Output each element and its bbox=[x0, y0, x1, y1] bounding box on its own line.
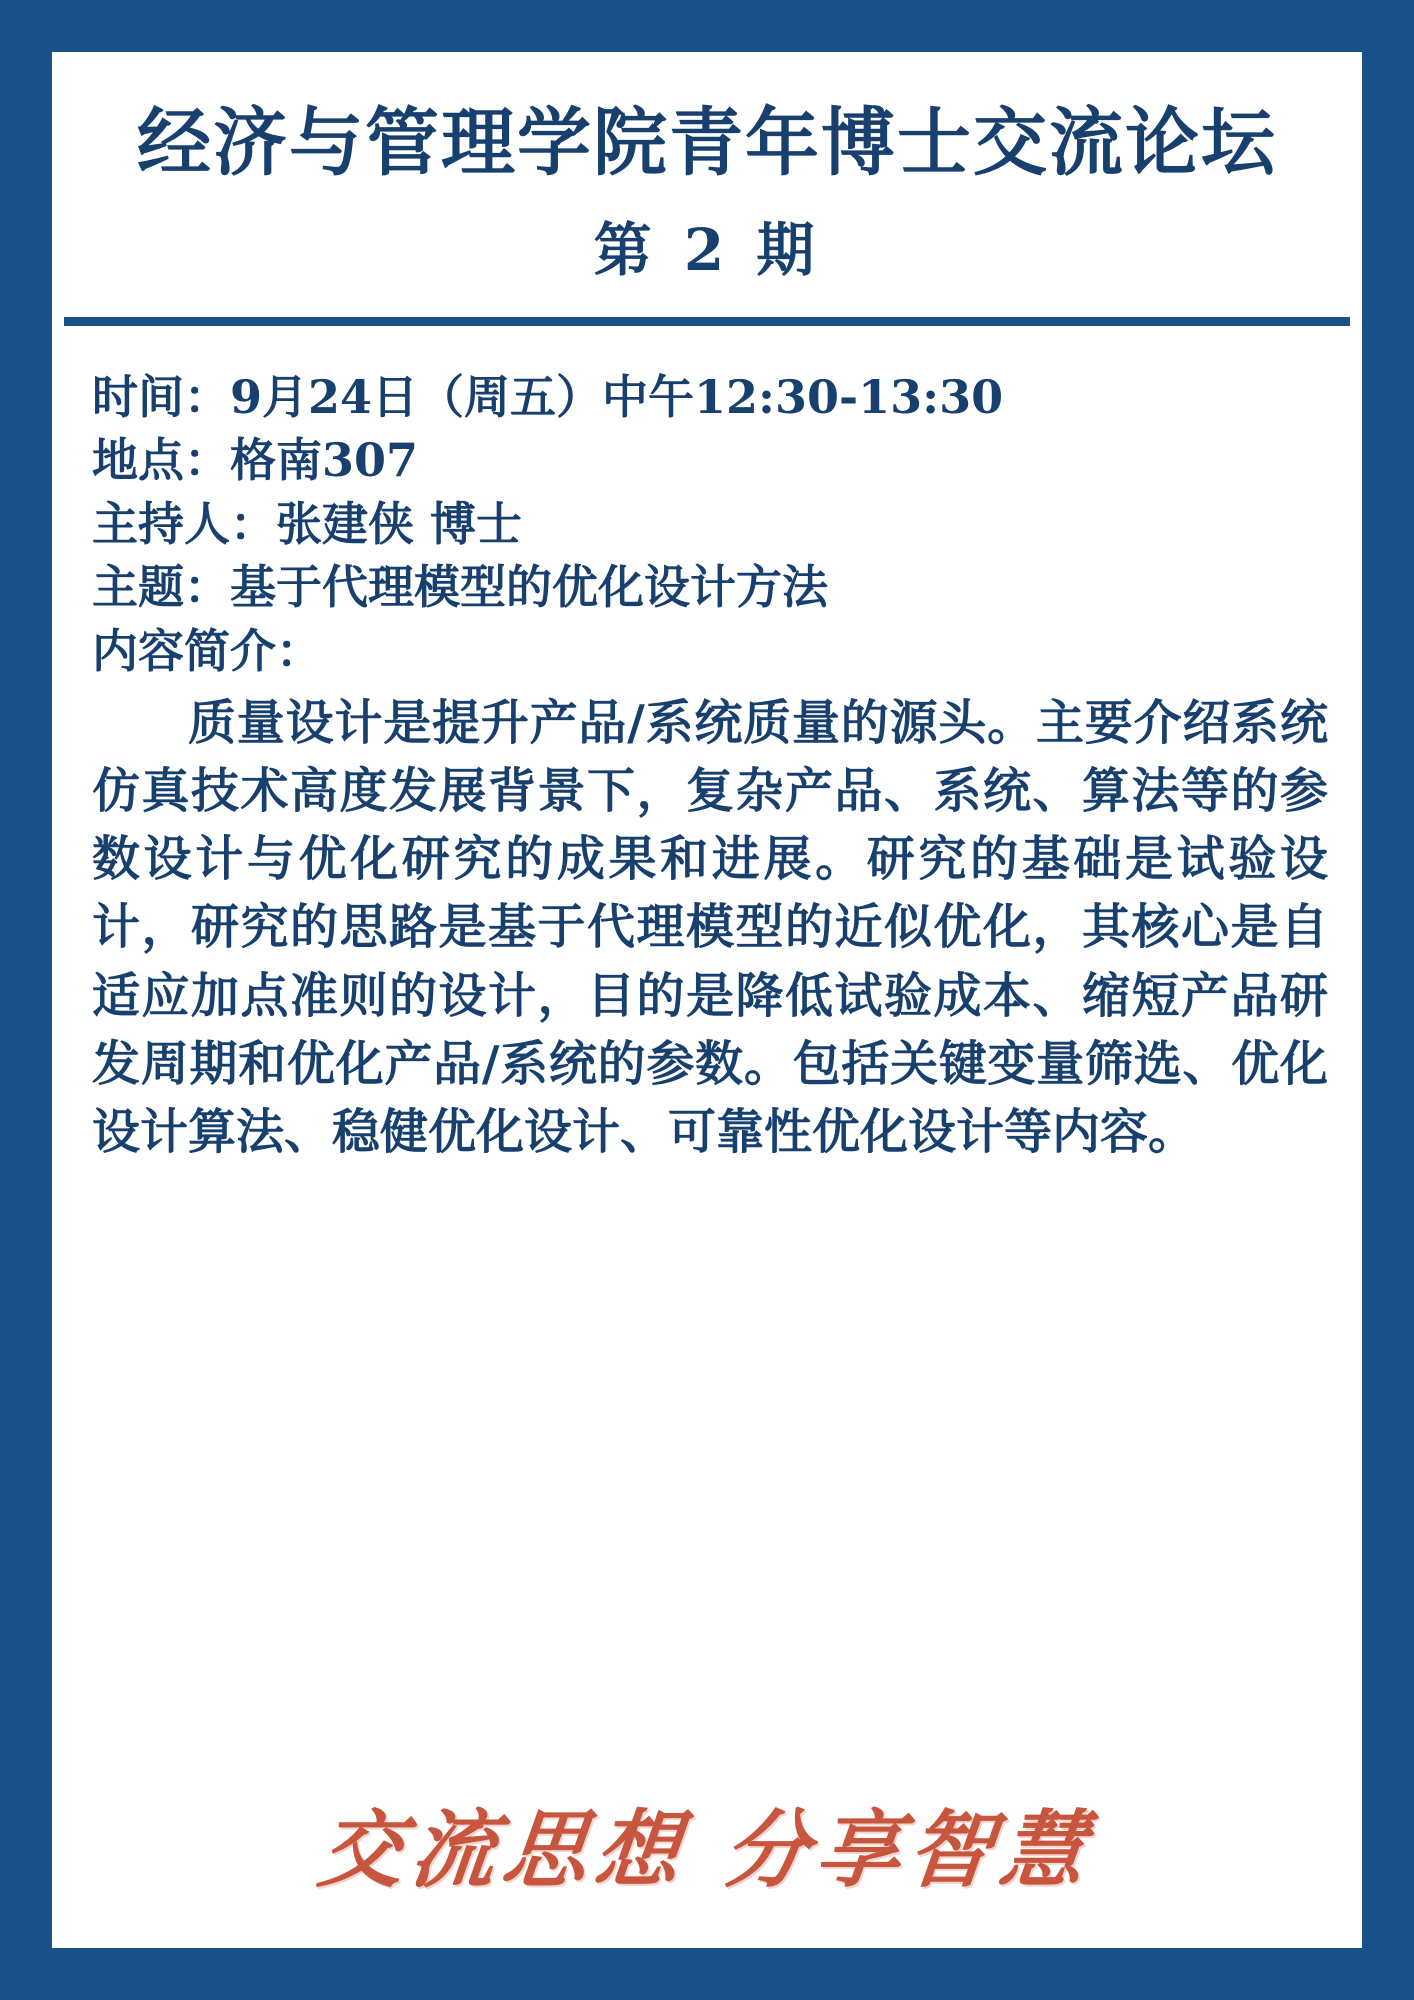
event-topic: 主题：基于代理模型的优化设计方法 bbox=[92, 560, 828, 615]
poster-inner-panel bbox=[52, 52, 1362, 1948]
poster-header bbox=[64, 66, 1350, 326]
poster-body bbox=[52, 326, 1362, 1773]
intro-label: 内容简介： bbox=[92, 623, 322, 678]
poster-footer bbox=[52, 1773, 1362, 1948]
issue-number: 第 2 期 bbox=[593, 215, 821, 284]
intro-text: 质量设计是提升产品/系统质量的源头。主要介绍系统仿真技术高度发展背景下，复杂产品、系统、算法等的参数设计与优化研究的成果和进展。研究的基础是试验设计，研究的思路是基于代理模型的近似优化，其核心是自适应加点准则的设计，目的是降低试验成本、缩短产品研发周期和优化产品/系统的参数。包括关键变量筛选、优化设计算法、稳健优化设计、可靠性优化设计等内容。 bbox=[92, 695, 1328, 1160]
event-host: 主持人：张建侠 博士 bbox=[92, 496, 523, 551]
page-title: 经济与管理学院青年博士交流论坛 bbox=[137, 100, 1277, 186]
slogan-text: 交流思想 分享智慧 bbox=[314, 1800, 1099, 1899]
event-time: 时间：9月24日（周五）中午12:30-13:30 bbox=[92, 369, 1004, 424]
event-location: 地点：格南307 bbox=[92, 433, 419, 488]
